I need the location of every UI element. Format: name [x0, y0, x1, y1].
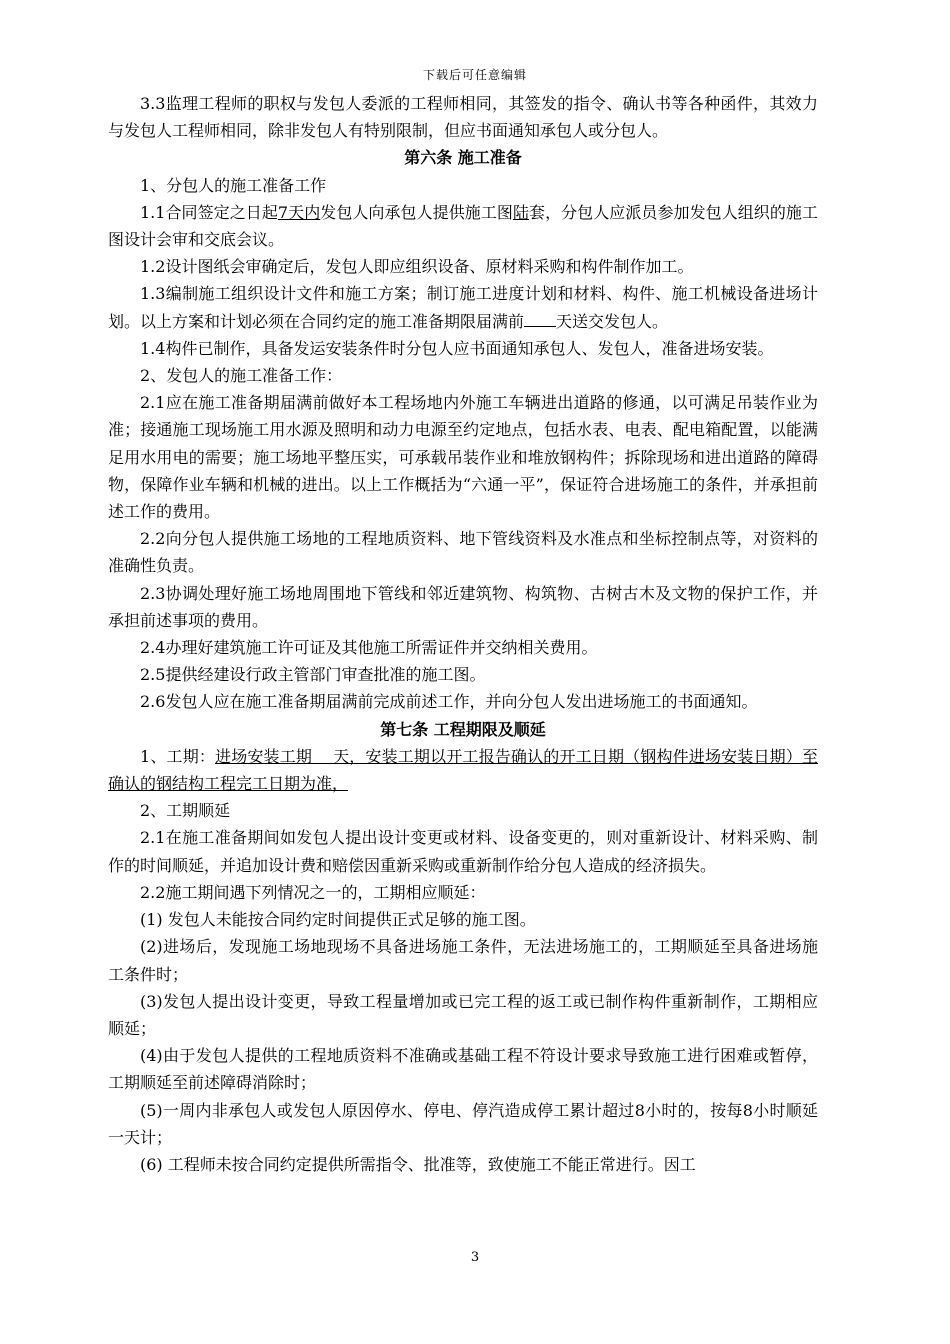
article-6-item-2-3: 2.3协调处理好施工场地周围地下管线和邻近建筑物、构筑物、古树古木及文物的保护工作，并承担前述事项的费用。: [108, 583, 818, 630]
article-7-list-item-2: (2)进场后，发现施工场地现场不具备进场施工条件，无法进场施工的，工期顺延至具备进场施工条件时；: [108, 937, 818, 984]
article-7-item-2-1: 2.1在施工准备期间如发包人提出设计变更或材料、设备变更的，则对重新设计、材料采购、制作的时间顺延，并追加设计费和赔偿因重新采购或重新制作给分包人造成的经济损失。: [108, 828, 818, 875]
article-7-title: 第七条 工程期限及顺延: [380, 719, 546, 739]
page-header: 下载后可任意编辑: [422, 68, 527, 82]
document-body: [108, 90, 818, 1178]
article-6-item-2-6: 2.6发包人应在施工准备期届满前完成前述工作，并向分包人发出进场施工的书面通知。: [140, 692, 758, 712]
underlined-duration: 进场安装工期 天，安装工期以开工报告确认的开工日期（钢构件进场安装日期）至确认的钢结构工程完工日期为准，: [108, 746, 818, 794]
page-number: 3: [470, 1250, 480, 1265]
article-6-item-1-1: 1.1合同签定之日起7天内发包人向承包人提供施工图陆套，分包人应派员参加发包人组织的施工图设计会审和交底会议。: [108, 202, 818, 250]
article-7-list-item-4: (4)由于发包人提供的工程地质资料不准确或基础工程不符设计要求导致施工进行困难或暂停，工期顺延至前述障碍消除时；: [108, 1046, 818, 1093]
article-7-list-item-5: (5)一周内非承包人或发包人原因停水、停电、停汽造成停工累计超过8小时的，按每8小时顺延一天计；: [108, 1100, 818, 1147]
article-6-item-1-4: 1.4构件已制作，具备发运安装条件时分包人应书面通知承包人、发包人，准备进场安装。: [140, 338, 774, 358]
article-6-item-1-2: 1.2设计图纸会审确定后，发包人即应组织设备、原材料采购和构件制作加工。: [140, 257, 694, 277]
article-6-item-2-1: 2.1应在施工准备期届满前做好本工程场地内外施工车辆进出道路的修通，以可满足吊装作业为准；接通施工现场施工用水源及照明和动力电源至约定地点，包括水表、电表、配电箱配置，以能满足用水用电的需要；施工场地平整压实，可承载吊装作业和堆放钢构件；拆除现场和进出道路的障碍物，保障作业车辆和机械的进出。以上工作概括为“六通一平”，保证符合进场施工的条件，并承担前述工作的费用。: [108, 393, 818, 522]
article-6-item-2-4: 2.4办理好建筑施工许可证及其他施工所需证件并交纳相关费用。: [140, 638, 598, 658]
paragraph-3-3: 3.3监理工程师的职权与发包人委派的工程师相同，其签发的指令、确认书等各种函件，其效力与发包人工程师相同，除非发包人有特别限制，但应书面通知承包人或分包人。: [108, 94, 818, 141]
article-7-item-2-2: 2.2施工期间遇下列情况之一的，工期相应顺延：: [140, 882, 486, 902]
article-7-list-item-3: (3)发包人提出设计变更，导致工程量增加或已完工程的返工或已制作构件重新制作，工期相应顺延；: [108, 991, 818, 1038]
blank-field: [524, 312, 556, 327]
underlined-sets: 陆: [512, 202, 530, 222]
article-6-item-1-3: 1.3编制施工组织设计文件和施工方案；制订施工进度计划和材料、构件、施工机械设备进场计划。以上方案和计划必须在合同约定的施工准备期限届满前 天送交发包人。: [108, 284, 818, 331]
article-7-section-1: 1、工期：进场安装工期 天，安装工期以开工报告确认的开工日期（钢构件进场安装日期）至确认的钢结构工程完工日期为准，: [108, 746, 818, 794]
article-6-section-2: 2、发包人的施工准备工作：: [140, 366, 343, 386]
article-6-title: 第六条 施工准备: [404, 148, 522, 168]
article-7-list-item-6: (6) 工程师未按合同约定提供所需指令、批准等，致使施工不能正常进行。因工: [140, 1154, 696, 1174]
article-7-list-item-1: (1) 发包人未能按合同约定时间提供正式足够的施工图。: [140, 910, 536, 930]
underlined-days: 7天内: [277, 202, 321, 222]
article-7-section-2: 2、工期顺延: [140, 801, 231, 821]
article-6-item-2-2: 2.2向分包人提供施工场地的工程地质资料、地下管线资料及水准点和坐标控制点等，对资料的准确性负责。: [108, 529, 818, 576]
article-6-section-1: 1、分包人的施工准备工作: [140, 175, 327, 195]
article-6-item-2-5: 2.5提供经建设行政主管部门审查批准的施工图。: [140, 665, 486, 685]
